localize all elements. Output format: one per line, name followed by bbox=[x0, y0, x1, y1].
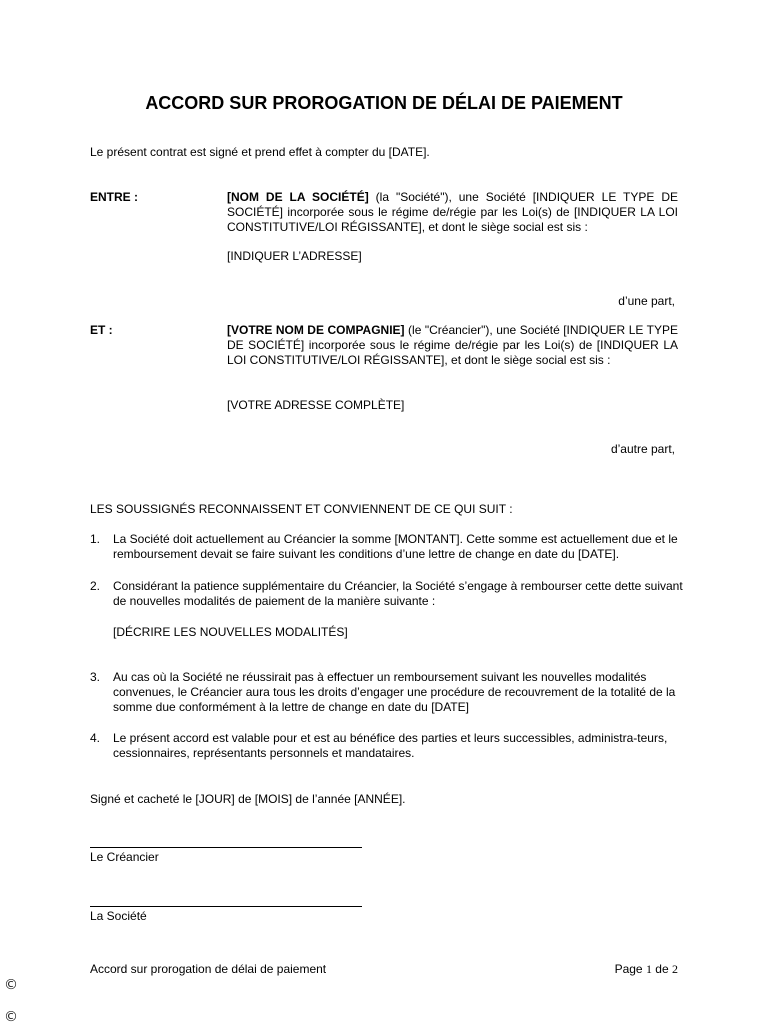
party2-closing: d’autre part, bbox=[610, 442, 675, 456]
signed-statement: Signé et cacheté le [JOUR] de [MOIS] de l’année [ANNÉE]. bbox=[90, 792, 406, 806]
page-label: Page bbox=[614, 962, 643, 976]
clause-text: Considérant la patience supplémentaire du Créancier, la Société s’engage à rembourser cette dette suivant de nouvelles modalités de paiement de la manière suivante : bbox=[113, 579, 683, 608]
clause-number: 2. bbox=[90, 579, 101, 593]
signature-label-creancier: Le Créancier bbox=[90, 850, 159, 864]
intro-text: Le présent contrat est signé et prend effet à compter du [DATE]. bbox=[90, 145, 430, 159]
clause-number: 3. bbox=[90, 670, 101, 684]
clause-text: Le présent accord est valable pour et est au bénéfice des parties et leurs successibles, administra-teurs, cessionnaires, représentants personnels et mandataires. bbox=[113, 731, 668, 760]
page-number bbox=[480, 962, 678, 977]
party2-address: [VOTRE ADRESSE COMPLÈTE] bbox=[227, 398, 405, 412]
party2-text: (le "Créancier"), une Société [INDIQUER LE TYPE DE SOCIÉTÉ] incorporée sous le régime de/régie par les Loi(s) de [INDIQUER LA LOI CONSTITUTIVE/LOI RÉGISSANTE], et dont le siège social est sis : bbox=[227, 323, 678, 367]
page-total: 2 bbox=[672, 962, 678, 976]
clause-number: 1. bbox=[90, 532, 101, 546]
clause-text: Au cas où la Société ne réussirait pas à effectuer un remboursement suivant les nouvelles modalités convenues, le Créancier aura tous les droits d’engager une procédure de recouvrement de la totalité de la somme due conformément à la lettre de change en date du [DATE] bbox=[113, 670, 676, 714]
party2-label: ET : bbox=[90, 323, 113, 337]
party1-closing: d’une part, bbox=[618, 294, 675, 308]
page-separator: de bbox=[655, 962, 669, 976]
page-current: 1 bbox=[645, 962, 652, 976]
clause-extra: [DÉCRIRE LES NOUVELLES MODALITÉS] bbox=[113, 625, 348, 639]
party2-name: [VOTRE NOM DE COMPAGNIE] bbox=[227, 323, 405, 337]
clause-text: La Société doit actuellement au Créancier la somme [MONTANT]. Cette somme est actuellement due et le remboursement devait se faire suivant les conditions d’une lettre de change en date du [DATE]. bbox=[113, 532, 678, 561]
party1-address: [INDIQUER L’ADRESSE] bbox=[227, 249, 362, 263]
party1-label: ENTRE : bbox=[90, 190, 138, 204]
party2-description bbox=[227, 323, 678, 368]
signature-label-societe: La Société bbox=[90, 909, 147, 923]
party1-name: [NOM DE LA SOCIÉTÉ] bbox=[227, 190, 369, 204]
signature-line bbox=[90, 906, 362, 907]
party1-description bbox=[227, 190, 678, 235]
preamble: LES SOUSSIGNÉS RECONNAISSENT ET CONVIENNENT DE CE QUI SUIT : bbox=[90, 502, 513, 516]
copyright-icon: © bbox=[4, 1009, 18, 1025]
party1-text: (la "Société"), une Société [INDIQUER LE TYPE DE SOCIÉTÉ] incorporée sous le régime de/régie par les Loi(s) de [INDIQUER LA LOI CONSTITUTIVE/LOI RÉGISSANTE], et dont le siège social est sis : bbox=[227, 190, 678, 234]
clause-number: 4. bbox=[90, 731, 101, 745]
copyright-icon: © bbox=[4, 977, 18, 993]
footer-title: Accord sur prorogation de délai de paiement bbox=[90, 962, 327, 976]
signature-line bbox=[90, 847, 362, 848]
document-title: ACCORD SUR PROROGATION DE DÉLAI DE PAIEMENT bbox=[145, 93, 623, 113]
